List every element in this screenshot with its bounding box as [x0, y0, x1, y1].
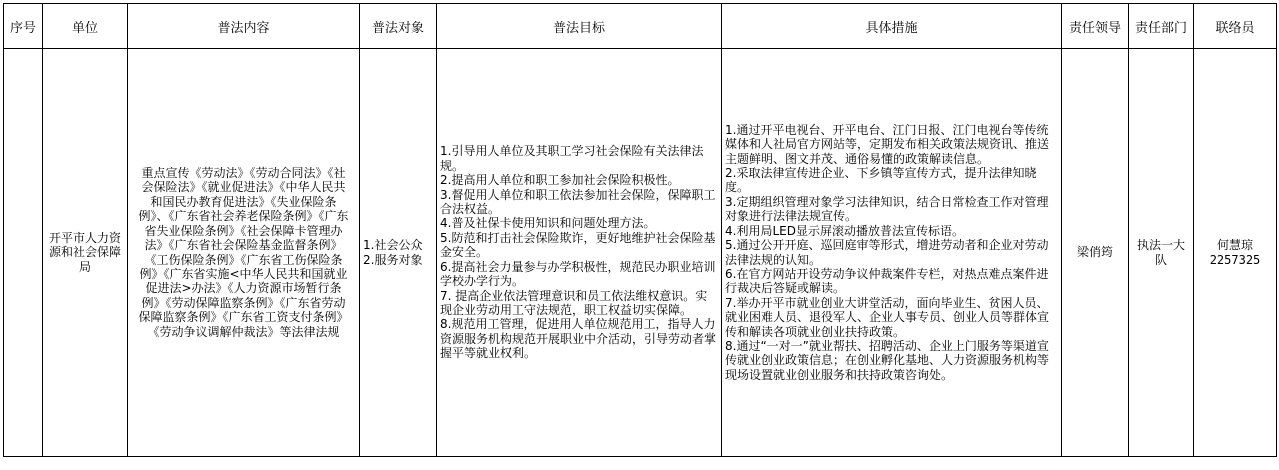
header-goals: 普法目标 [437, 4, 722, 49]
cell-department: 执法一大队 [1129, 49, 1194, 457]
header-measures: 具体措施 [722, 4, 1062, 49]
header-content: 普法内容 [128, 4, 360, 49]
header-leader: 责任领导 [1062, 4, 1129, 49]
table-row [4, 49, 1277, 457]
header-department: 责任部门 [1129, 4, 1194, 49]
header-unit: 单位 [43, 4, 128, 49]
header-contact: 联络员 [1194, 4, 1277, 49]
cell-index [4, 49, 43, 457]
cell-targets: 1.社会公众 2.服务对象 [360, 49, 437, 457]
header-targets: 普法对象 [360, 4, 437, 49]
contact-name: 何慧琼 [1216, 238, 1253, 253]
cell-content: 重点宣传《劳动法》《劳动合同法》《社会保险法》《就业促进法》《中华人民共和国民办教育促进法》《失业保险条例》、《广东省社会养老保险条例》《广东省失业保险条例》《社会保障卡管理办法》《广东省社会保险基金监督条例》《工伤保险条例》《广东省工伤保险条例》《广东省实施<中华人民共和国就业促进法>办法》《人力资源市场暂行条例》《劳动保障监察条例》《广东省劳动保障监察条例》《广东省工资支付条例》《劳动争议调解仲裁法》等法律法规 [128, 49, 360, 457]
contact-phone: 2257325 [1209, 252, 1261, 267]
law-publicity-table [3, 3, 1277, 457]
cell-contact [1194, 49, 1277, 457]
cell-unit: 开平市人力资源和社会保障局 [43, 49, 128, 457]
header-row [4, 4, 1277, 49]
header-index: 序号 [4, 4, 43, 49]
cell-leader: 梁俏筠 [1062, 49, 1129, 457]
cell-goals: 1.引导用人单位及其职工学习社会保险有关法律法规。 2.提高用人单位和职工参加社会保险积极性。 3.督促用人单位和职工依法参加社会保险，保障职工合法权益。 4.普及社保卡使用知识和问题处理方法。 5.防范和打击社会保险欺诈，更好地维护社会保险基金安全。 6.提高社会力量参与办学积极性，规范民办职业培训学校办学行为。 7. 提高企业依法管理意识和员工依法维权意识。实现企业劳动用工守法规范，职工权益切实保障。 8.规范用工管理，促进用人单位规范用工，指导人力资源服务机构规范开展职业中介活动，引导劳动者掌握平等就业权利。 [437, 49, 722, 457]
cell-measures: 1.通过开平电视台、开平电台、江门日报、江门电视台等传统媒体和人社局官方网站等，定期发布相关政策法规资讯、推送主题鲜明、图文并茂、通俗易懂的政策解读信息。 2.采取法律宣传进企业、下乡镇等宣传方式，提升法律知晓度。 3.定期组织管理对象学习法律知识，结合日常检查工作对管理对象进行法律法规宣传。 4.利用局LED显示屏滚动播放普法宣传标语。 5.通过公开开庭、巡回庭审等形式，增进劳动者和企业对劳动法律法规的认知。 6.在官方网站开设劳动争议仲裁案件专栏，对热点难点案件进行裁决后答疑或解读。 7.举办开平市就业创业大讲堂活动，面向毕业生、贫困人员、就业困难人员、退役军人、企业人事专员、创业人员等群体宣传和解读各项就业创业扶持政策。 8.通过“一对一”就业帮扶、招聘活动、企业上门服务等渠道宣传就业创业政策信息；在创业孵化基地、人力资源服务机构等现场设置就业创业服务和扶持政策咨询处。 [722, 49, 1062, 457]
